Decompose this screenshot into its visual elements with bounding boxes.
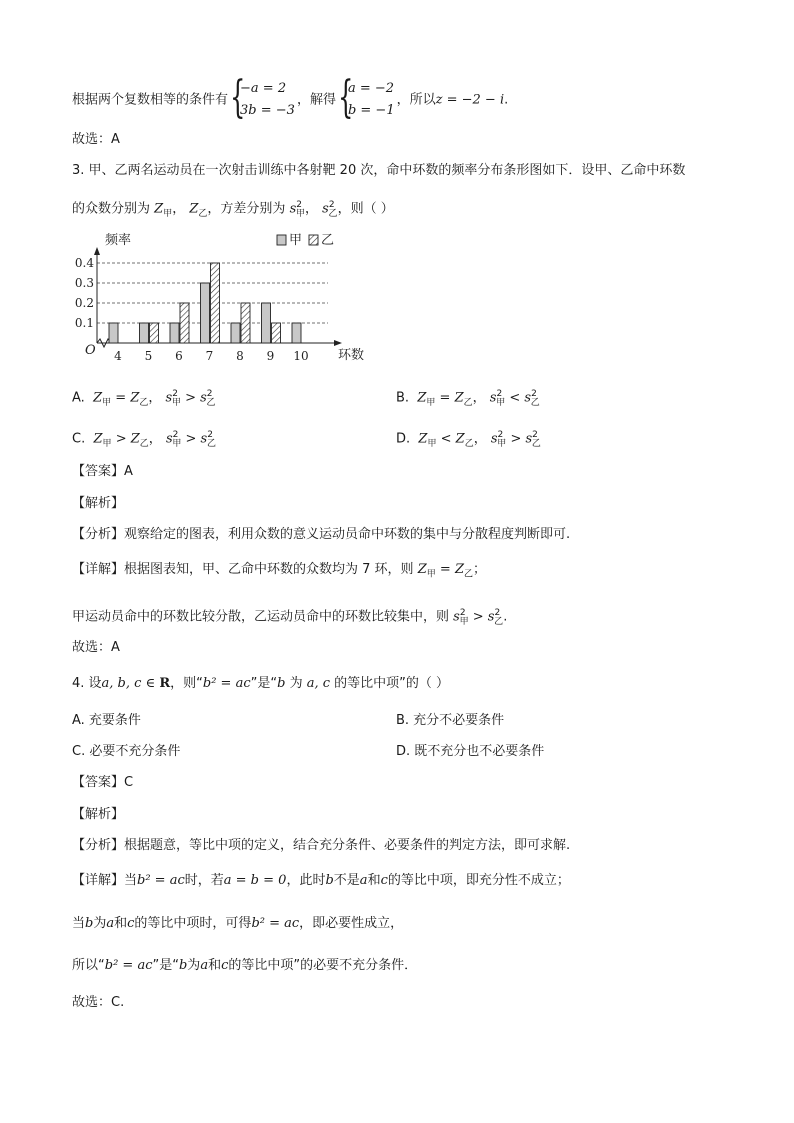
q3-stem-line2: 的众数分别为 $Z_甲$， $Z_乙$，方差分别为 $s^2_甲$， $s^2_乙$，则（ ） [72, 200, 394, 219]
q3-xiangjie: 【详解】根据图表知，甲、乙命中环数的众数均为 7 环，则 $Z_甲 = Z_乙$； [72, 562, 487, 580]
q4-detail-line3: 所以“b² = ac”是“b为a和c的等比中项”的必要不充分条件． [72, 958, 418, 973]
q3-option-c[interactable]: C. $Z_甲 > Z_乙$， $s^2_甲 > s^2_乙$ [72, 430, 216, 449]
x-tick-label: 9 [266, 349, 275, 363]
bar-jia [231, 323, 240, 343]
bar-jia [109, 323, 118, 343]
q2-final-answer: 故选：A [72, 132, 120, 147]
q4-final-answer: 故选：C. [72, 995, 125, 1010]
q4-option-c[interactable]: C. 必要不充分条件 [72, 744, 181, 759]
q4-detail-line1: 【详解】当b² = ac时，若a = b = 0，此时b不是a和c的等比中项，即充分性不成立； [72, 873, 570, 888]
x-tick-label: 7 [205, 349, 214, 363]
q4-analysis-heading: 【解析】 [72, 807, 125, 822]
y-tick-label: 0.2 [74, 296, 94, 310]
text-segment: ，解得 [296, 92, 336, 108]
y-tick-label: 0.4 [74, 256, 94, 270]
y-axis-label: 频率 [105, 233, 132, 248]
q3-fenxi: 【分析】观察给定的图表，利用众数的意义运动员命中环数的集中与分散程度判断即可. [72, 527, 571, 542]
q4-answer: 【答案】C [72, 775, 134, 790]
legend-label-yi: 乙 [321, 233, 335, 248]
bar-jia [201, 283, 210, 343]
q3-option-d[interactable]: D. $Z_甲 < Z_乙$， $s^2_甲 > s^2_乙$ [396, 430, 541, 449]
bar-jia [170, 323, 179, 343]
y-tick-label: 0.1 [74, 316, 94, 330]
legend-label-jia: 甲 [289, 233, 303, 248]
y-tick-label: 0.3 [74, 276, 94, 290]
result-equation: z = −2 − i [435, 92, 505, 108]
equation-system-2: { a = −2 b = −1 [337, 72, 395, 123]
q4-fenxi: 【分析】根据题意，等比中项的定义，结合充分条件、必要条件的判定方法，即可求解. [72, 838, 571, 853]
bar-yi [272, 323, 281, 343]
x-tick-label: 4 [114, 349, 122, 363]
bar-yi [241, 303, 250, 343]
bar-jia [140, 323, 149, 343]
legend-swatch-yi [309, 235, 318, 245]
legend-swatch-jia [277, 235, 286, 245]
q4-detail-line2: 当b为a和c的等比中项时，可得b² = ac，即必要性成立， [72, 916, 404, 931]
q3-final-answer: 故选：A [72, 640, 120, 655]
x-tick-label: 8 [236, 349, 244, 363]
x-axis-arrow [334, 340, 342, 346]
q3-option-b[interactable]: B. $Z_甲 = Z_乙$， $s^2_甲 < s^2_乙$ [396, 389, 540, 408]
bar-jia [262, 303, 271, 343]
q4-option-d[interactable]: D. 既不充分也不必要条件 [396, 744, 545, 759]
q4-option-a[interactable]: A. 充要条件 [72, 713, 141, 728]
bar-yi [211, 263, 220, 343]
q3-analysis-heading: 【解析】 [72, 496, 125, 511]
x-tick-label: 10 [293, 349, 309, 363]
x-tick-label: 5 [144, 349, 153, 363]
q4-stem: 4. 设a, b, c ∈ R，则“b² = ac”是“b 为 a, c 的等比中项”的（ ） [72, 676, 449, 691]
x-axis-label: 环数 [338, 348, 365, 363]
q3-stem-line1: 3. 甲、乙两名运动员在一次射击训练中各射靶 20 次，命中环数的频率分布条形图如下．设甲、乙命中环数 [72, 163, 686, 178]
equation-system-1: { −a = 2 3b = −3 [230, 72, 295, 123]
x-tick-label: 6 [175, 349, 183, 363]
bar-yi [150, 323, 159, 343]
complex-solution-line: 根据两个复数相等的条件有 { −a = 2 3b = −3 ，解得 { a = −2 b = −1 ，所以z = −2 − i. [72, 72, 509, 123]
q4-option-b[interactable]: B. 充分不必要条件 [396, 713, 505, 728]
bar-jia [292, 323, 301, 343]
bar-yi [180, 303, 189, 343]
y-axis-arrow [94, 247, 100, 255]
q3-answer: 【答案】A [72, 464, 133, 479]
origin-label: O [85, 343, 96, 358]
frequency-bar-chart [72, 228, 372, 368]
text-segment: 根据两个复数相等的条件有 [72, 92, 229, 108]
q3-option-a[interactable]: A. $Z_甲 = Z_乙$， $s^2_甲 > s^2_乙$ [72, 389, 216, 408]
q3-detail-line2: 甲运动员命中的环数比较分散，乙运动员命中的环数比较集中，则 $s^2_甲 > s^2_乙$. [72, 608, 508, 627]
